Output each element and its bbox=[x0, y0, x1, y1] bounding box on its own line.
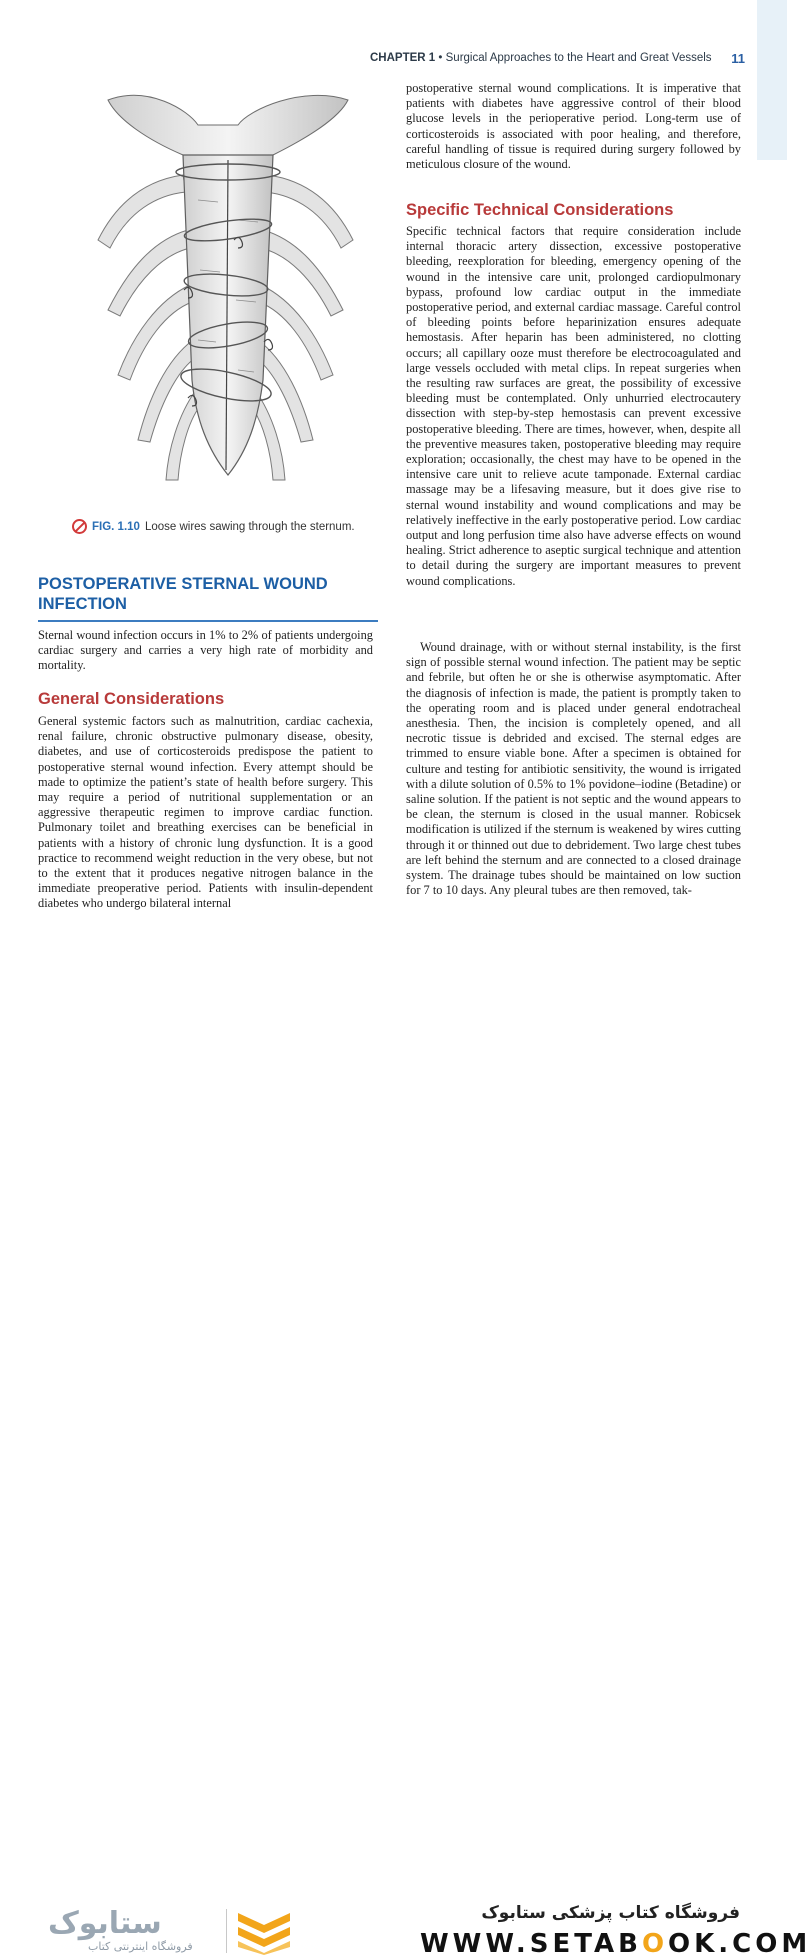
page-edge-tab bbox=[757, 0, 787, 160]
sternum-illustration bbox=[88, 80, 363, 500]
wound-drainage-text: Wound drainage, with or without sternal instability, is the first sign of possible sternal wound infection. The patient may be septic and febrile, but often he or she is otherwise asymptomatic. After the diagnosis of infection is made, the patient is promptly taken to the operating room and is placed under general endotracheal anesthesia. Then, the incision is completely opened, and all necrotic tissue is debrided and excised. The sternal edges are trimmed to ensure viable bone. After a specimen is obtained for culture and testing for antibiotic sensitivity, the wound is irrigated with a dilute solution of 0.5% to 1% povidone–iodine (Betadine) or saline solution. If the patient is not septic and the wound appears to be clean, the sternum is closed in the usual manner. Robicsek modification is utilized if the sternum is weakened by wires cutting through it or thinned out due to debridement. Two large chest tubes are left behind the sternum and are connected to a closed drainage system. The drainage tubes should be maintained on low suction for 7 to 10 days. Any pleural tubes are then removed, tak- bbox=[406, 640, 741, 898]
specific-technical-text: Specific technical factors that require consideration include internal thoracic artery dissection, excessive postoperative bleeding, reexploration for bleeding, emergency opening of the wound in the intensive care unit, prolonged cardiopulmonary bypass, profound low cardiac output in the immediate postoperative period, and external cardiac massage. Careful control of bleeding points before heparinization ensures adequate hemostasis. After heparin has been administered, no clotting occurs; all capillary ooze must therefore be electrocoagulated and large vessels occluded with metal clips. In repeat surgeries when the resulting raw surfaces are great, the possibility of excessive bleeding must be contemplated. Only unhurried electrocautery dissection with step-by-step hemostasis can prevent excessive postoperative bleeding. There are times, however, when, despite all the preventive measures taken, postoperative bleeding may require exploration; occasionally, the chest may have to be opened in the intensive care unit to relieve acute tamponade. External cardiac massage may be a lifesaving measure, but it does give rise to sternal wound instability and wound complications and may be relatively ineffective in the early postoperative period. Low cardiac output and long perfusion time also have adverse effects on wound healing. Strict adherence to aseptic surgical technique and attention to detail during the surgery are important measures to prevent wound complications. bbox=[406, 224, 741, 588]
general-considerations-text: General systemic factors such as malnutrition, cardiac cachexia, renal failure, chronic obstructive pulmonary disease, obesity, diabetes, and use of corticosteroids predispose the patient to postoperative sternal wound infection. Every attempt should be made to optimize the patient’s state of health before surgery. This may require a period of nutritional supplementation or an aggressive therapeutic regimen to improve cardiac function. Pulmonary toilet and breathing exercises can be beneficial in patients with a history of chronic lung dysfunction. It is a good practice to recommend weight reduction in the very obese, but not to the extent that it produces negative nitrogen balance in the immediate preoperative period. Patients with insulin-dependent diabetes who undergo bilateral internal bbox=[38, 714, 373, 911]
figure-caption bbox=[72, 519, 355, 534]
store-name: فروشگاه کتاب پزشکی ستابوک bbox=[481, 1903, 740, 1923]
book-page bbox=[0, 0, 787, 945]
chapter-label: CHAPTER 1 bbox=[370, 52, 436, 64]
url-part-b: O bbox=[641, 1929, 669, 1959]
url-part-a: WWW.SETAB bbox=[420, 1929, 642, 1959]
figure-label: FIG. 1.10 bbox=[92, 520, 140, 533]
logo-tagline: فروشگاه اینترنتی کتاب bbox=[88, 1940, 193, 1953]
url-part-c: OK.COM bbox=[668, 1929, 811, 1959]
header-bullet: • bbox=[438, 52, 443, 64]
page-number: 11 bbox=[731, 51, 745, 66]
intro-paragraph: Sternal wound infection occurs in 1% to 2% of patients undergoing cardiac surgery and carries a very high rate of morbidity and mortality. bbox=[38, 628, 373, 673]
store-url bbox=[420, 1929, 811, 1959]
book-chevron-icon bbox=[234, 1907, 294, 1955]
continued-paragraph: postoperative sternal wound complications. It is imperative that patients with diabetes have aggressive control of their blood glucose levels in the perioperative period. Long-term use of corticosteroids is associated with poor healing, and therefore, careful handling of tissue is required during surgery followed by meticulous closure of the wound. bbox=[406, 81, 741, 172]
section-heading: POSTOPERATIVE STERNAL WOUND INFECTION bbox=[38, 575, 328, 613]
chapter-title: Surgical Approaches to the Heart and Great Vessels bbox=[445, 52, 712, 64]
no-entry-icon bbox=[72, 519, 87, 534]
caption-text: Loose wires sawing through the sternum. bbox=[144, 520, 355, 533]
logo-wordmark: ستابوک bbox=[48, 1906, 162, 1941]
section-divider bbox=[38, 620, 378, 622]
logo-divider bbox=[226, 1909, 227, 1953]
specific-technical-heading: Specific Technical Considerations bbox=[406, 201, 674, 219]
general-considerations-heading: General Considerations bbox=[38, 690, 225, 708]
setabook-logo bbox=[48, 1907, 308, 1957]
watermark-banner bbox=[0, 945, 811, 1959]
running-header bbox=[370, 52, 745, 64]
